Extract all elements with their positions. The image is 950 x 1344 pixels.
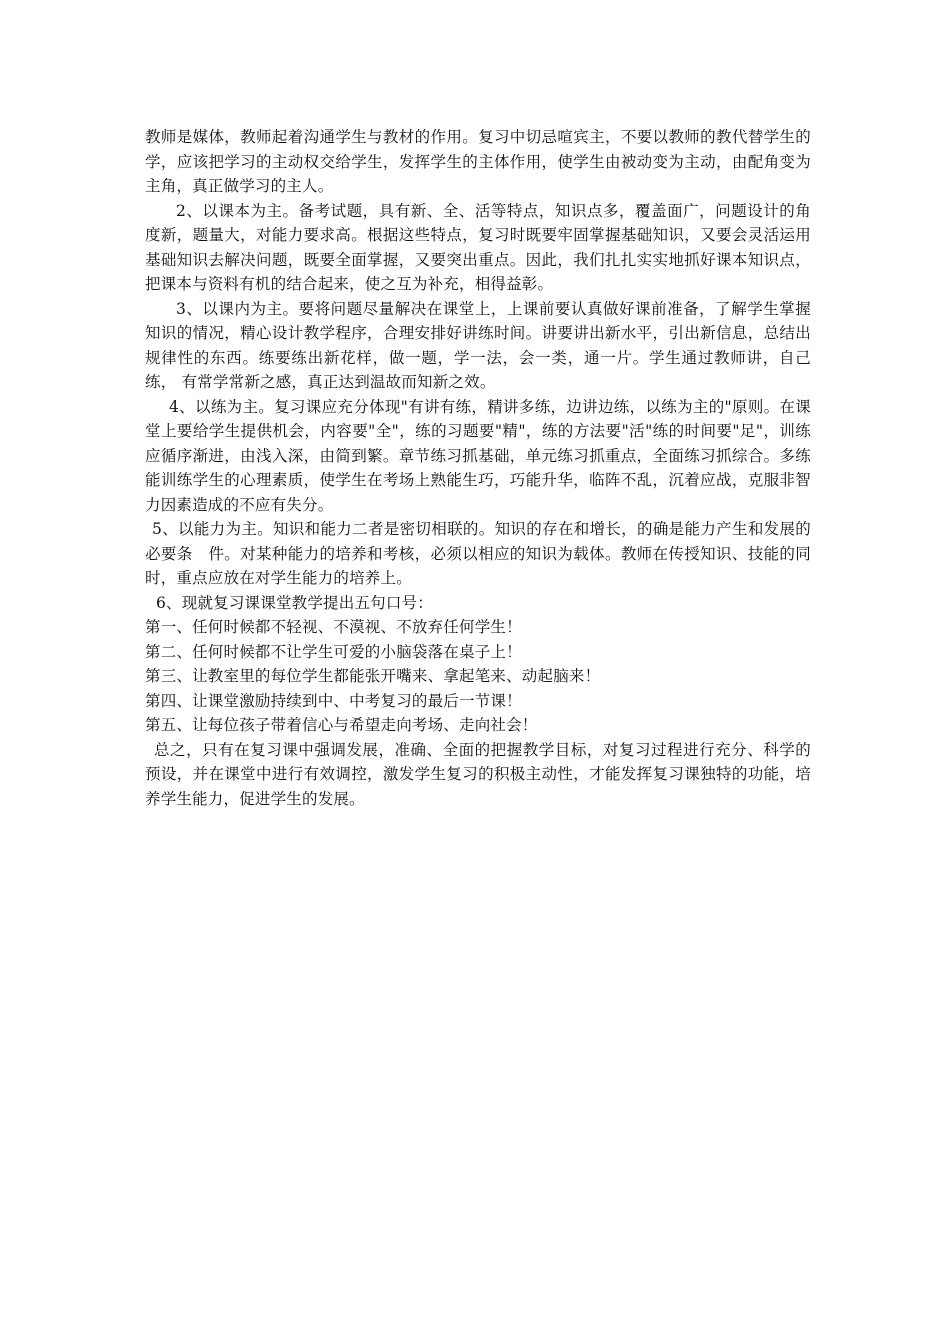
document-body xyxy=(145,125,811,811)
slogan-item: 第二、任何时候都不让学生可爱的小脑袋落在桌子上！ xyxy=(145,642,522,661)
slogan-item: 第五、让每位孩子带着信心与希望走向考场、走向社会！ xyxy=(145,716,538,734)
paragraph-point-2: 2、以课本为主。备考试题，具有新、全、活等特点，知识点多，覆盖面广，问题设计的角度新，题量大，对能力要求高。根据这些特点，复习时既要牢固掌握基础知识，又要会灵活运用基础知识去解决问题，既要全面掌握，又要突出重点。因此，我们扎扎实实地抓好课本知识点，把课本与资料有机的结合起来，使之互为补充，相得益彰。 xyxy=(145,201,811,293)
slogan-item: 第四、让课堂激励持续到中、中考复习的最后一节课！ xyxy=(145,691,522,710)
paragraph-point-5: 5、以能力为主。知识和能力二者是密切相联的。知识的存在和增长，的确是能力产生和发展的必要条 件。对某种能力的培养和考核，必须以相应的知识为载体。教师在传授知识、技能的同时，重点应放在对学生能力的培养上。 xyxy=(145,520,811,587)
paragraph-point-3: 3、以课内为主。要将问题尽量解决在课堂上，上课前要认真做好课前准备，了解学生掌握知识的情况，精心设计教学程序，合理安排好讲练时间。讲要讲出新水平，引出新信息，总结出规律性的东西。练要练出新花样，做一题，学一法，会一类，通一片。学生通过教师讲，自己练， 有常学常新之感，真正达到温故而知新之效。 xyxy=(145,299,811,391)
paragraph-conclusion: 总之，只有在复习课中强调发展，准确、全面的把握教学目标，对复习过程进行充分、科学的预设，并在课堂中进行有效调控，激发学生复习的积极主动性，才能发挥复习课独特的功能，培养学生能力，促进学生的发展。 xyxy=(145,740,811,808)
slogan-item: 第一、任何时候都不轻视、不漠视、不放弃任何学生！ xyxy=(145,618,522,636)
paragraph-point-4: 4、以练为主。复习课应充分体现"有讲有练，精讲多练，边讲边练，以练为主的"原则。在课堂上要给学生提供机会，内容要"全"，练的习题要"精"，练的方法要"活"练的时间要"足"，训练应循序渐进，由浅入深，由简到繁。章节练习抓基础，单元练习抓重点，全面练习抓综合。多练能训练学生的心理素质，使学生在考场上熟能生巧，巧能升华，临阵不乱，沉着应战，克服非智力因素造成的不应有失分。 xyxy=(145,397,811,514)
paragraph-intro: 教师是媒体，教师起着沟通学生与教材的作用。复习中切忌喧宾主，不要以教师的教代替学生的学，应该把学习的主动权交给学生，发挥学生的主体作用，使学生由被动变为主动，由配角变为主角，真正做学习的主人。 xyxy=(145,128,811,195)
paragraph-point-6: 6、现就复习课课堂教学提出五句口号： xyxy=(156,593,433,612)
slogan-item: 第三、让教室里的每位学生都能张开嘴来、拿起笔来、动起脑来！ xyxy=(145,667,601,685)
